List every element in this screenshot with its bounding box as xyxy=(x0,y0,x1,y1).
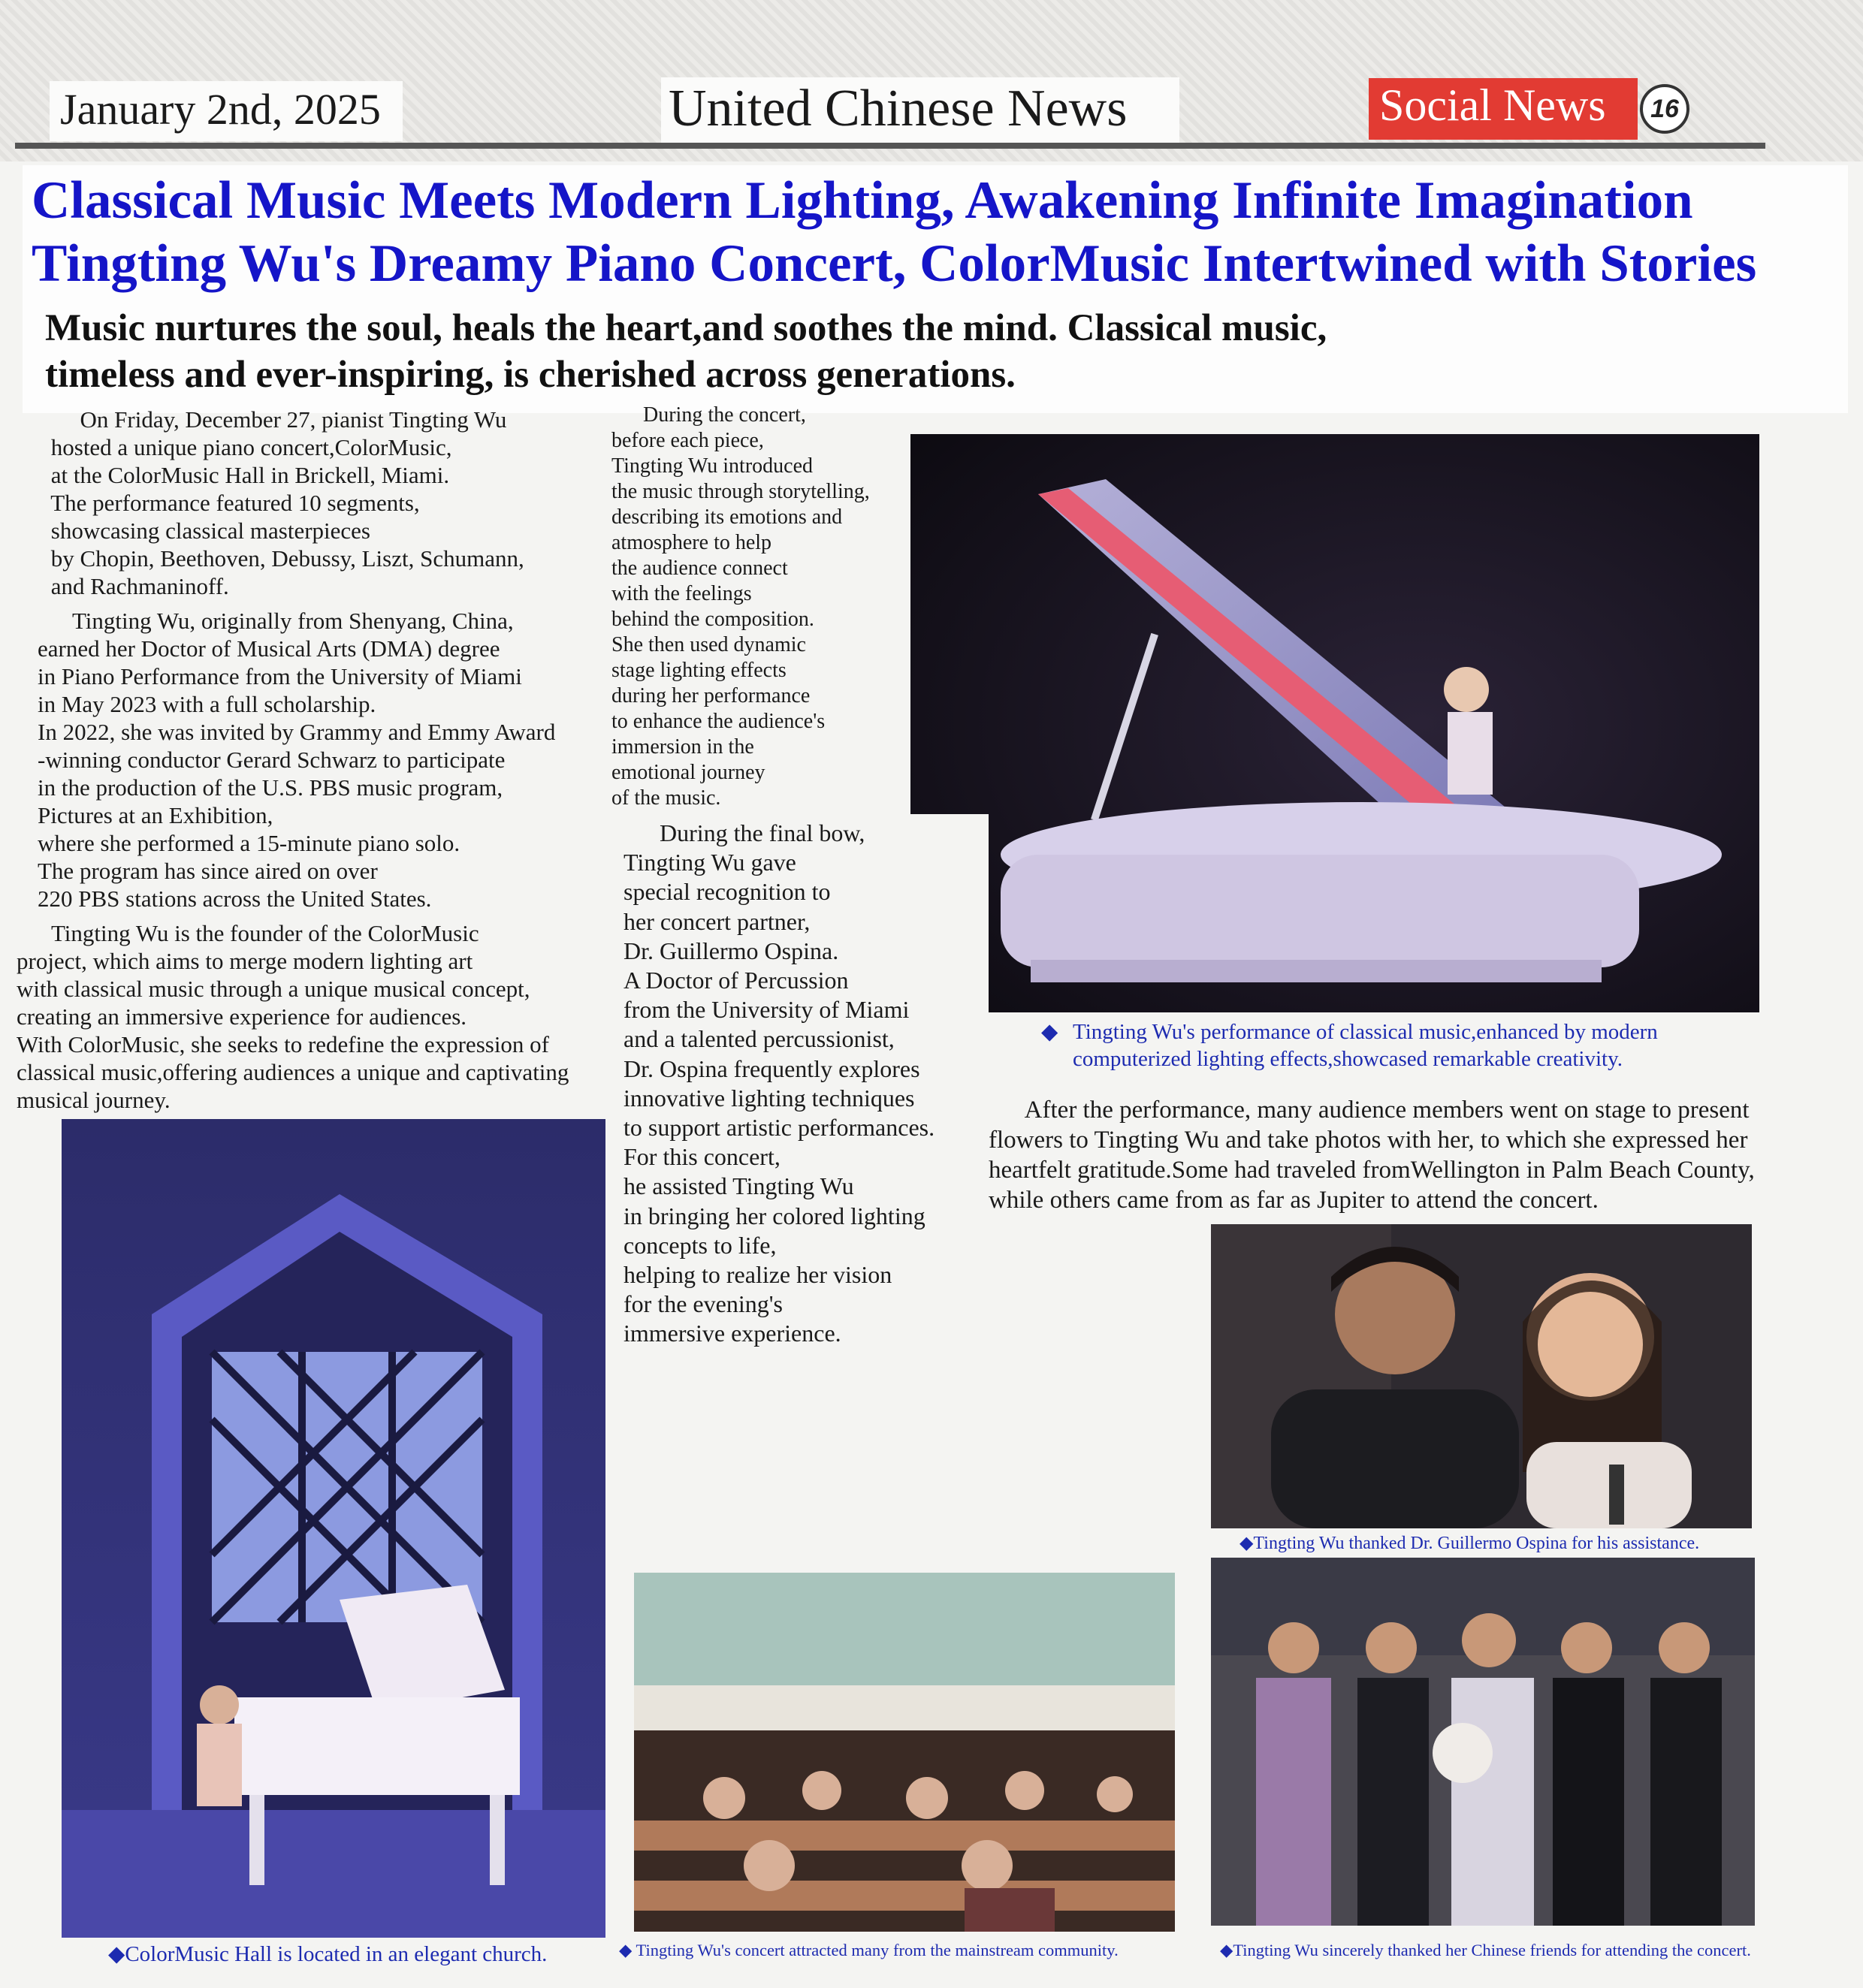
page-number: 16 xyxy=(1640,84,1689,134)
ospina-photo xyxy=(1211,1224,1752,1528)
church-photo-caption: ◆ColorMusic Hall is located in an elegant church. xyxy=(108,1942,548,1966)
audience-photo xyxy=(634,1573,1175,1932)
article-col2-para2: During the final bow, Tingting Wu gave special recognition to her concert partner, Dr. Guillermo Ospina. A Doctor of Percussion from the University of Miami and a talented percussionist, Dr. Ospina frequently explores innovative lighting techniques to support artistic performances. For this concert, he assisted Tingting Wu in bringing her colored lighting concepts to life, helping to realize her vision for the evening's immersive experience. xyxy=(624,819,935,1347)
section-label: Social News xyxy=(1379,80,1606,130)
friends-photo-caption: ◆Tingting Wu sincerely thanked her Chinese friends for attending the concert. xyxy=(1220,1941,1751,1959)
article-col1-para2: Tingting Wu, originally from Shenyang, China, earned her Doctor of Musical Arts (DMA) degree in Piano Performance from the University of Miami in May 2023 with a full scholarship. In 2022, she was invited by Grammy and Emmy Award -winning conductor Gerard Schwarz to participate in the production of the U.S. PBS music program, Pictures at an Exhibition, where she performed a 15-minute piano solo. The program has since aired on over 220 PBS stations across the United States. xyxy=(38,608,556,912)
subheadline-line-2: timeless and ever-inspiring, is cherished across generations. xyxy=(45,354,1016,396)
header-divider xyxy=(15,143,1765,149)
headline-line-1: Classical Music Meets Modern Lighting, Awakening Infinite Imagination xyxy=(32,171,1693,230)
audience-photo-caption: ◆ Tingting Wu's concert attracted many from the mainstream community. xyxy=(619,1941,1119,1959)
issue-date: January 2nd, 2025 xyxy=(60,85,381,134)
friends-photo xyxy=(1211,1558,1755,1926)
article-col3-para1: After the performance, many audience members went on stage to present flowers to Tingting Wu and take photos with her, to which she expressed her heartfelt gratitude.Some had traveled fromWellington in Palm Beach County, while others came from as far as Jupiter to attend the concert. xyxy=(989,1097,1755,1214)
subheadline-line-1: Music nurtures the soul, heals the heart,and soothes the mind. Classical music, xyxy=(45,307,1327,349)
piano-performance-photo xyxy=(910,434,1759,1012)
article-col1-para3: Tingting Wu is the founder of the ColorMusic project, which aims to merge modern lighting art with classical music through a unique musical concept, creating an immersive experience for audiences. With ColorMusic, she seeks to redefine the expression of classical music,offering audiences a unique and captivating musical journey. xyxy=(17,920,569,1113)
article-col1-para1: On Friday, December 27, pianist Tingting Wu hosted a unique piano concert,ColorMusic, at the ColorMusic Hall in Brickell, Miami. The performance featured 10 segments, showcasing classical masterpieces by Chopin, Beethoven, Debussy, Liszt, Schumann, and Rachmaninoff. xyxy=(50,406,524,599)
church-hall-photo xyxy=(62,1119,605,1938)
photo-cutout xyxy=(910,814,989,1012)
paper-name: United Chinese News xyxy=(669,80,1128,137)
article-col2-para1: During the concert, before each piece, Tingting Wu introduced the music through storytelling, describing its emotions and atmosphere to help the audience connect with the feelings behind the composition. She then used dynamic stage lighting effects during her performance to enhance the audience's immersion in the emotional journey of the music. xyxy=(611,403,870,810)
piano-photo-caption: ◆ Tingting Wu's performance of classical music,enhanced by modern computerized lighting effects,showcased remarkable creativity. xyxy=(1041,1020,1658,1071)
headline-line-2: Tingting Wu's Dreamy Piano Concert, ColorMusic Intertwined with Stories xyxy=(32,234,1757,293)
ospina-photo-caption: ◆Tingting Wu thanked Dr. Guillermo Ospina for his assistance. xyxy=(1239,1534,1700,1553)
